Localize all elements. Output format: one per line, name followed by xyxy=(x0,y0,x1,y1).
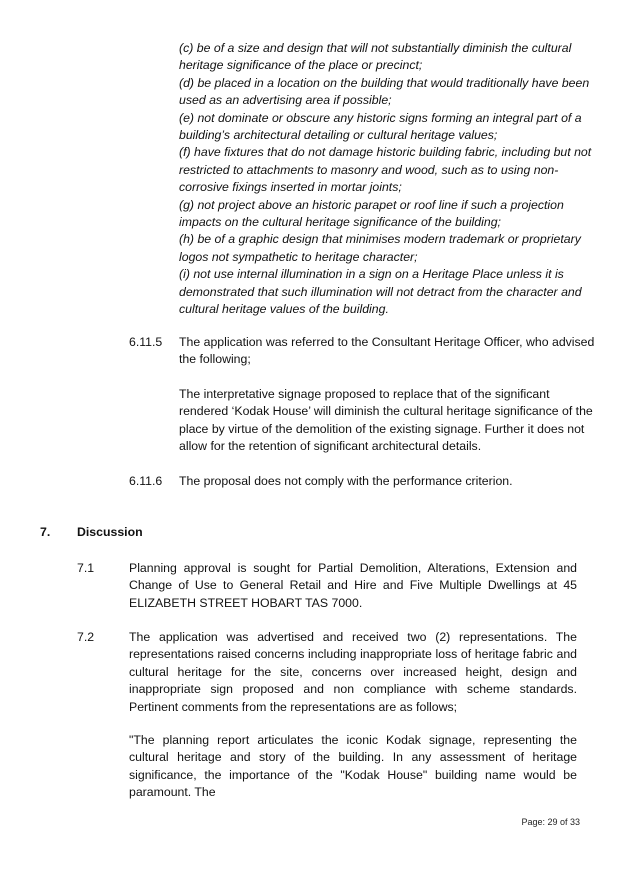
criterion-f: (f) have fixtures that do not damage historic building fabric, including but not restricted to attachments to masonry and wood, such as to using non-corrosive fixings inserted in mortar joints; xyxy=(179,145,592,195)
criterion-h: (h) be of a graphic design that minimises modern trademark or proprietary logos not sympathetic to heritage character; xyxy=(179,232,581,264)
para-6-11-5-text: The application was referred to the Consultant Heritage Officer, who advised the following; xyxy=(179,335,595,367)
para-6-11-6-number: 6.11.6 xyxy=(129,474,163,488)
section-number: 7. xyxy=(40,525,51,539)
criterion-i: (i) not use internal illumination in a sign on a Heritage Place unless it is demonstrated that such illumination will not detract from the character and cultural heritage values of the building. xyxy=(179,267,582,317)
page-number: Page: 29 of 33 xyxy=(521,817,580,827)
item-7-2-quote: "The planning report articulates the iconic Kodak signage, representing the cultural heritage and story of the building. In any assessment of heritage significance, the importance of the "Kodak House" building name would be paramount. The xyxy=(129,733,577,800)
criterion-g: (g) not project above an historic parapet or roof line if such a projection impacts on the cultural heritage significance of the building; xyxy=(179,197,564,230)
item-7-1-number: 7.1 xyxy=(77,561,95,575)
item-7-2-text: The application was advertised and received two (2) representations. The representations raised concerns including inappropriate loss of heritage fabric and cultural heritage for the site, concerns over increased height, design and inappropriate sign proposed and non compliance with scheme standards. Pertinent comments from the representations are as follows; xyxy=(129,630,577,714)
item-7-1-text: Planning approval is sought for Partial Demolition, Alterations, Extension and Change of Use to General Retail and Hire and Five Multiple Dwellings at 45 ELIZABETH STREET HOBART TAS 7000. xyxy=(129,561,577,610)
para-6-11-5-quote: The interpretative signage proposed to replace that of the significant rendered ‘Kodak House’ will diminish the cultural heritage significance of the place by virtue of the demolition of the existing signage. Further it does not allow for the retention of significant architectural details. xyxy=(179,387,593,454)
criterion-e: (e) not dominate or obscure any historic signs forming an integral part of a building’s architectural detailing or cultural heritage values; xyxy=(179,110,582,143)
criterion-c: (c) be of a size and design that will not substantially diminish the cultural heritage significance of the place or precinct; xyxy=(179,41,572,73)
criteria-list xyxy=(179,40,599,319)
criterion-d: (d) be placed in a location on the building that would traditionally have been used as an advertising area if possible; xyxy=(179,75,590,108)
para-6-11-6-text: The proposal does not comply with the performance criterion. xyxy=(179,474,513,488)
para-6-11-5-number: 6.11.5 xyxy=(129,335,163,349)
section-title: Discussion xyxy=(77,525,143,539)
item-7-2-number: 7.2 xyxy=(77,630,95,644)
